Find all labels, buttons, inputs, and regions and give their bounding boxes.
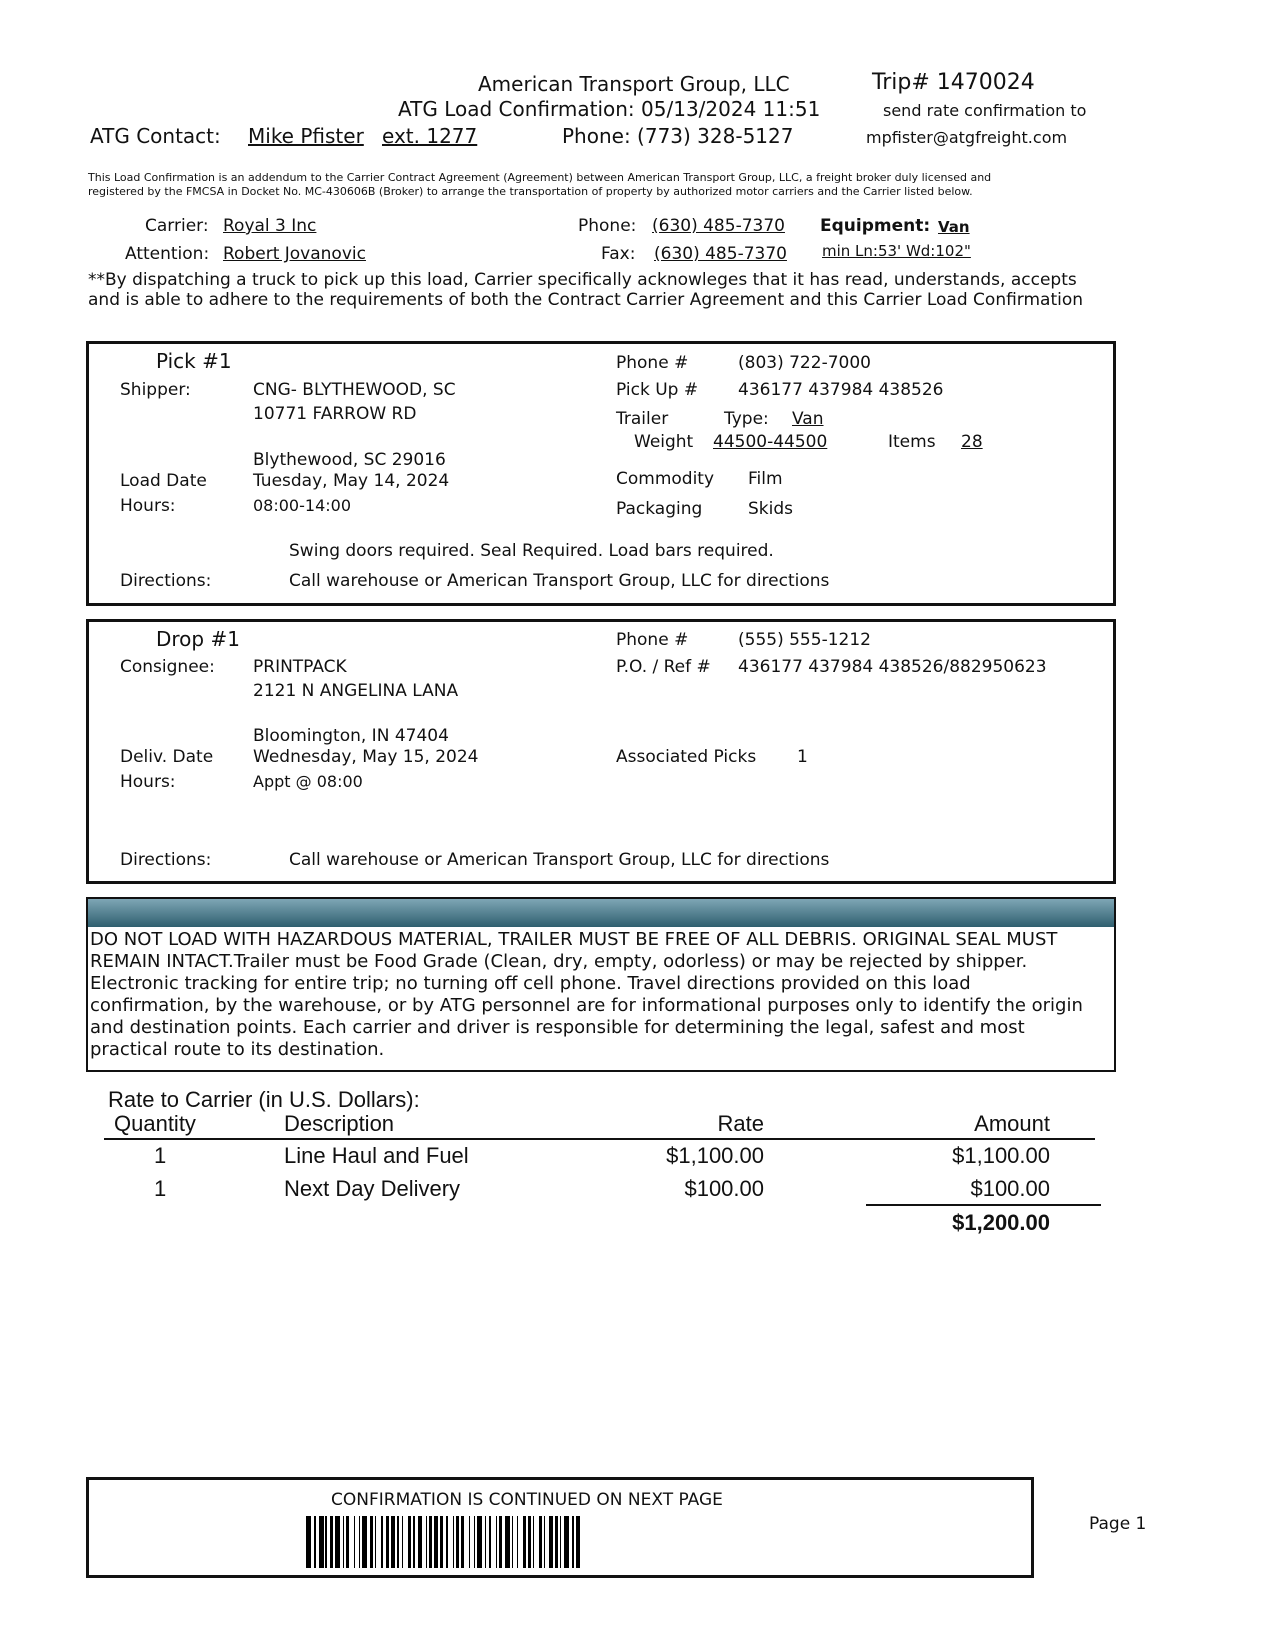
carrier-name: Royal 3 Inc xyxy=(223,216,317,236)
carrier-fax: (630) 485-7370 xyxy=(654,244,787,264)
notes-text: DO NOT LOAD WITH HAZARDOUS MATERIAL, TRAILER MUST BE FREE OF ALL DEBRIS. ORIGINAL SEAL MUST REMAIN INTACT.Trailer must be Food Grade (Clean, dry, empty, odorless) or may be rejected by shipper. Electronic tracking for entire trip; no turning off cell phone. Travel directions provided on this load confirmation, by the warehouse, or by ATG personnel are for informational purposes only to identify the origin and destination points. Each carrier and driver is responsible for determining the legal, safest and most practical route to its destination. xyxy=(90,929,1083,1060)
shipper-name: CNG- BLYTHEWOOD, SC xyxy=(253,380,456,400)
trailer-label: Trailer xyxy=(616,409,669,429)
trailer-type-label: Type: xyxy=(724,409,769,429)
pick-box xyxy=(86,341,1116,606)
commodity-label: Commodity xyxy=(616,469,715,489)
shipper-label: Shipper: xyxy=(120,380,191,400)
packaging-label: Packaging xyxy=(616,499,703,519)
commodity-value: Film xyxy=(748,469,783,489)
carrier-label: Carrier: xyxy=(145,216,209,236)
company-name: American Transport Group, LLC xyxy=(478,72,790,96)
drop-hours: Appt @ 08:00 xyxy=(253,772,363,791)
notes-box xyxy=(86,897,1116,1072)
po-numbers: 436177 437984 438526/882950623 xyxy=(738,657,1047,677)
disclaimer-line-2: registered by the FMCSA in Docket No. MC-430606B (Broker) to arrange the transportation of property by authorized motor carriers and the Carrier listed below. xyxy=(88,185,973,198)
pick-directions-label: Directions: xyxy=(120,571,212,591)
load-date-label: Load Date xyxy=(120,471,207,491)
equipment-label: Equipment: xyxy=(820,216,931,236)
consignee-label: Consignee: xyxy=(120,657,215,677)
drop-hours-label: Hours: xyxy=(120,772,176,792)
rate-header-rule xyxy=(104,1138,1095,1140)
drop-phone-label: Phone # xyxy=(616,630,689,650)
col-description: Description xyxy=(284,1111,395,1136)
consignee-name: PRINTPACK xyxy=(253,657,347,677)
equipment-value: Van xyxy=(938,218,970,236)
pick-phone-label: Phone # xyxy=(616,353,689,373)
col-amount: Amount xyxy=(974,1111,1050,1136)
equipment-min-dims: min Ln:53' Wd:102" xyxy=(822,242,971,260)
associated-picks: 1 xyxy=(797,747,808,767)
attention-name: Robert Jovanovic xyxy=(223,244,366,264)
rate-row-1-quantity: 1 xyxy=(154,1143,167,1168)
trip-number: Trip# 1470024 xyxy=(872,70,1035,95)
contact-name: Mike Pfister xyxy=(248,124,364,148)
shipper-city: Blythewood, SC 29016 xyxy=(253,450,446,470)
carrier-fax-label: Fax: xyxy=(601,244,636,264)
items-value: 28 xyxy=(961,432,983,452)
pick-requirements: Swing doors required. Seal Required. Load bars required. xyxy=(289,541,774,561)
pick-hours: 08:00-14:00 xyxy=(253,496,351,515)
rate-row-1-rate: $1,100.00 xyxy=(666,1143,764,1168)
carrier-phone: (630) 485-7370 xyxy=(652,216,785,236)
deliv-date-label: Deliv. Date xyxy=(120,747,214,767)
rate-row-1-amount: $1,100.00 xyxy=(952,1143,1050,1168)
consignee-city: Bloomington, IN 47404 xyxy=(253,726,449,746)
drop-directions: Call warehouse or American Transport Group, LLC for directions xyxy=(289,850,830,870)
packaging-value: Skids xyxy=(748,499,794,519)
rate-row-2-amount: $100.00 xyxy=(970,1176,1050,1201)
load-date: Tuesday, May 14, 2024 xyxy=(253,471,450,491)
rate-row-2-rate: $100.00 xyxy=(684,1176,764,1201)
po-label: P.O. / Ref # xyxy=(616,657,711,677)
associated-picks-label: Associated Picks xyxy=(616,747,757,767)
pick-directions: Call warehouse or American Transport Group, LLC for directions xyxy=(289,571,830,591)
col-quantity: Quantity xyxy=(114,1111,196,1136)
pickup-numbers: 436177 437984 438526 xyxy=(738,380,944,400)
notes-header-bar xyxy=(88,899,1114,927)
barcode xyxy=(306,1516,584,1568)
weight-label: Weight xyxy=(634,432,694,452)
items-label: Items xyxy=(888,432,936,452)
send-rate-label: send rate confirmation to xyxy=(883,101,1087,120)
barcode-bar xyxy=(580,1516,583,1568)
shipper-address: 10771 FARROW RD xyxy=(253,404,417,424)
attention-label: Attention: xyxy=(125,244,210,264)
contact-ext: ext. 1277 xyxy=(382,124,478,148)
acknowledgement-line-1: **By dispatching a truck to pick up this load, Carrier specifically acknowleges that it has read, understands, accepts xyxy=(88,270,1077,290)
acknowledgement-line-2: and is able to adhere to the requirements of both the Contract Carrier Agreement and this Carrier Load Confirmation xyxy=(88,290,1084,310)
total-rule xyxy=(866,1204,1101,1206)
weight-value: 44500-44500 xyxy=(713,432,828,452)
contact-phone: Phone: (773) 328-5127 xyxy=(562,124,794,148)
contact-label: ATG Contact: xyxy=(90,124,221,148)
drop-title: Drop #1 xyxy=(156,627,240,651)
drop-phone: (555) 555-1212 xyxy=(738,630,871,650)
rate-row-2-quantity: 1 xyxy=(154,1176,167,1201)
pick-title: Pick #1 xyxy=(156,349,232,373)
carrier-phone-label: Phone: xyxy=(578,216,637,236)
contact-email[interactable]: mpfister@atgfreight.com xyxy=(866,128,1068,147)
rate-row-1-description: Line Haul and Fuel xyxy=(284,1143,469,1168)
drop-directions-label: Directions: xyxy=(120,850,212,870)
disclaimer-line-1: This Load Confirmation is an addendum to the Carrier Contract Agreement (Agreement) between American Transport Group, LLC, a freight broker duly licensed and xyxy=(88,171,992,184)
pick-phone: (803) 722-7000 xyxy=(738,353,871,373)
continued-notice: CONFIRMATION IS CONTINUED ON NEXT PAGE xyxy=(331,1490,723,1510)
trailer-type: Van xyxy=(792,409,824,429)
rate-row-2-description: Next Day Delivery xyxy=(284,1176,461,1201)
pick-hours-label: Hours: xyxy=(120,496,176,516)
confirmation-date: ATG Load Confirmation: 05/13/2024 11:51 xyxy=(398,97,821,121)
rate-title: Rate to Carrier (in U.S. Dollars): xyxy=(108,1087,420,1112)
rate-total: $1,200.00 xyxy=(952,1210,1050,1235)
pickup-label: Pick Up # xyxy=(616,380,699,400)
page-number: Page 1 xyxy=(1089,1514,1147,1534)
deliv-date: Wednesday, May 15, 2024 xyxy=(253,747,479,767)
col-rate: Rate xyxy=(717,1111,764,1136)
consignee-address: 2121 N ANGELINA LANA xyxy=(253,681,459,701)
